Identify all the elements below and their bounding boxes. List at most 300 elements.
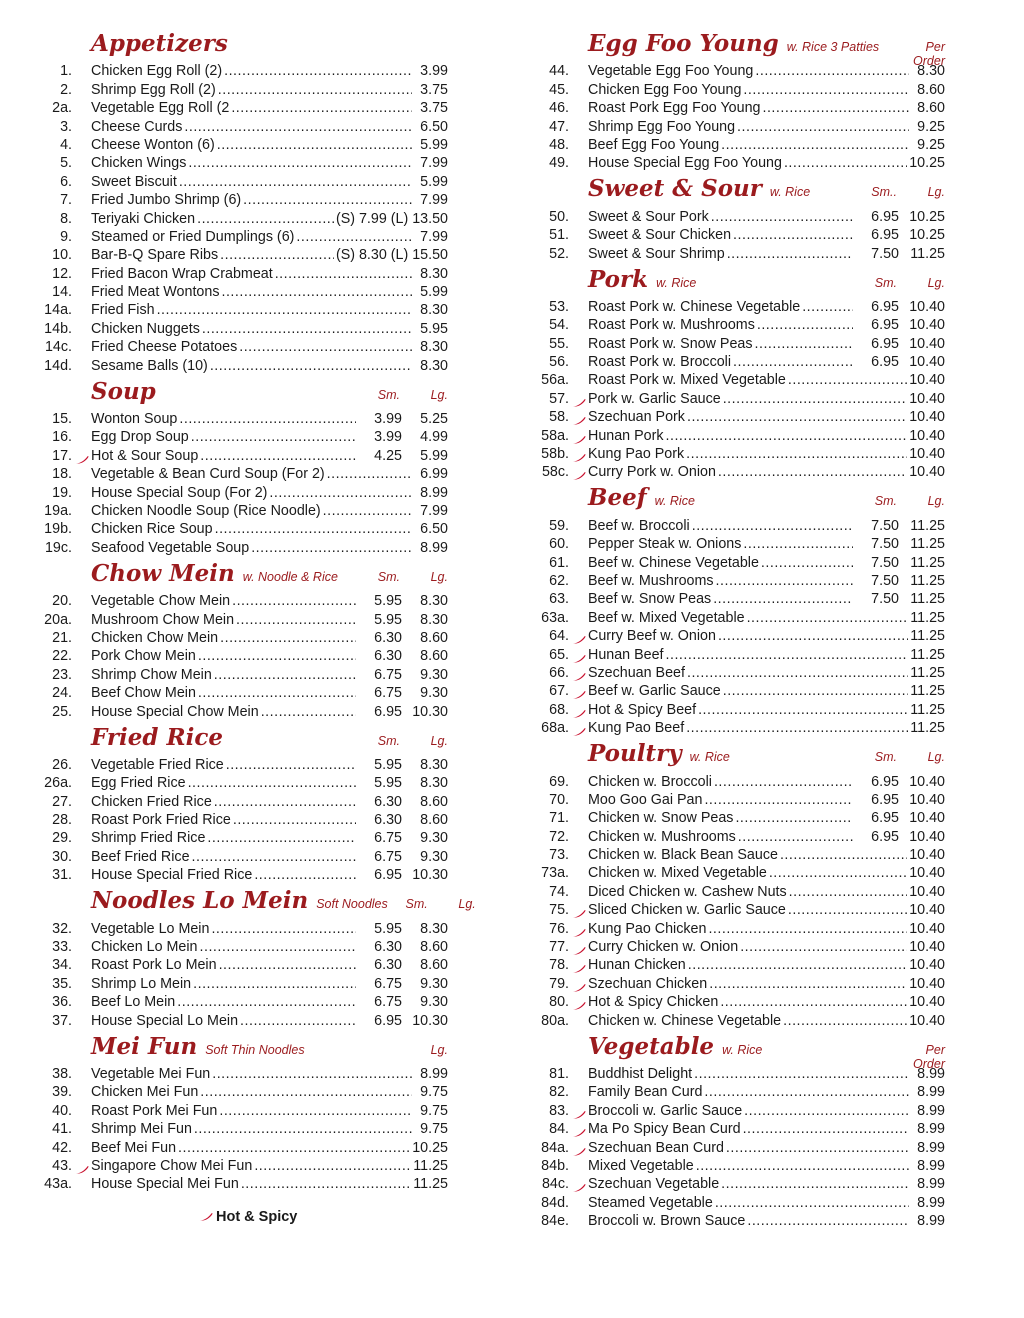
dot-leader	[184, 118, 412, 136]
dot-leader	[688, 956, 907, 974]
menu-item	[40, 829, 448, 847]
item-price: 8.99	[917, 1102, 945, 1119]
dot-leader	[755, 335, 854, 353]
item-name: Fried Jumbo Shrimp (6)	[91, 192, 242, 209]
item-name: Chicken Mei Fun	[91, 1084, 199, 1101]
dot-leader	[275, 265, 412, 283]
item-price-small: 7.50	[871, 245, 899, 262]
item-name: Fried Fish	[91, 302, 155, 319]
item-number: 32.	[52, 920, 72, 937]
item-number: 78.	[549, 957, 569, 974]
item-name: Beef w. Snow Peas	[588, 591, 712, 608]
item-number: 70.	[549, 791, 569, 808]
item-name: Vegetable Fried Rice	[91, 756, 224, 773]
size-column-headers	[360, 734, 448, 748]
menu-item	[537, 136, 945, 154]
item-name: Szechuan Pork	[588, 409, 685, 426]
menu-item	[537, 1212, 945, 1230]
section-title: Noodles Lo Mein	[91, 887, 309, 915]
dot-leader	[726, 1139, 909, 1157]
item-price-small: 6.30	[374, 939, 402, 956]
item-name: Chicken w. Mixed Vegetable	[588, 865, 767, 882]
menu-item	[537, 207, 945, 225]
item-number: 64.	[549, 628, 569, 645]
item-price-small: 6.95	[871, 354, 899, 371]
dot-leader	[296, 228, 412, 246]
dot-leader	[723, 390, 908, 408]
item-price-small: 6.95	[871, 317, 899, 334]
large-size-header: Lg.	[927, 185, 945, 200]
item-number: 77.	[549, 939, 569, 956]
item-price: 8.60	[917, 81, 945, 98]
item-price: 9.75	[420, 1121, 448, 1138]
menu-item	[40, 410, 448, 428]
item-number: 58.	[549, 409, 569, 426]
item-number: 38.	[52, 1065, 72, 1082]
item-name: Chicken Lo Mein	[91, 939, 198, 956]
item-price-small: 6.75	[374, 975, 402, 992]
item-price-small: 6.95	[374, 1012, 402, 1029]
dot-leader	[713, 590, 853, 608]
item-name: Hunan Chicken	[588, 957, 686, 974]
small-size-header: Sm.	[874, 750, 897, 765]
dot-leader	[261, 703, 356, 721]
dot-leader	[220, 629, 356, 647]
menu-item	[537, 590, 945, 608]
large-size-header: Lg.	[430, 1042, 448, 1057]
size-column-headers	[360, 570, 448, 584]
item-price-small: 5.95	[374, 756, 402, 773]
item-number: 25.	[52, 703, 72, 720]
item-price: 5.99	[420, 284, 448, 301]
item-name: Chicken Egg Foo Young	[588, 81, 742, 98]
item-name: Shrimp Lo Mein	[91, 975, 192, 992]
item-number: 26.	[52, 756, 72, 773]
item-price-small: 6.95	[871, 791, 899, 808]
dot-leader	[784, 154, 907, 172]
section-header	[537, 175, 945, 207]
menu-item	[40, 1011, 448, 1029]
item-name: Broccoli w. Brown Sauce	[588, 1213, 746, 1230]
dot-leader	[747, 1212, 909, 1230]
menu-item	[40, 610, 448, 628]
item-name: Chicken w. Broccoli	[588, 773, 712, 790]
menu-item	[40, 956, 448, 974]
menu-item	[537, 1083, 945, 1101]
menu-item	[40, 774, 448, 792]
item-name: Szechuan Beef	[588, 664, 685, 681]
dot-leader	[733, 226, 853, 244]
item-name: Shrimp Fried Rice	[91, 830, 206, 847]
item-name: Szechuan Chicken	[588, 975, 708, 992]
item-name: Chicken Nuggets	[91, 320, 200, 337]
menu-item	[537, 334, 945, 352]
item-price: 10.40	[909, 994, 945, 1011]
item-number: 14c.	[44, 339, 72, 356]
item-price-small: 6.75	[374, 994, 402, 1011]
item-name: Egg Drop Soup	[91, 429, 189, 446]
item-price-large: 10.30	[412, 1012, 448, 1029]
item-number: 42.	[52, 1139, 72, 1156]
menu-item	[537, 371, 945, 389]
chili-pepper-icon	[569, 690, 588, 700]
item-price-small: 7.50	[871, 517, 899, 534]
dot-leader	[194, 1120, 412, 1138]
item-name: House Special Soup (For 2)	[91, 484, 268, 501]
item-name: Hot & Spicy Chicken	[588, 994, 719, 1011]
item-number: 48.	[549, 136, 569, 153]
menu-item	[40, 228, 448, 246]
item-name: Beef Lo Mein	[91, 994, 176, 1011]
item-number: 56.	[549, 354, 569, 371]
chili-pepper-icon	[569, 1183, 588, 1193]
item-price-small: 7.50	[871, 591, 899, 608]
item-name: Chicken Chow Mein	[91, 629, 219, 646]
menu-item	[40, 80, 448, 98]
item-price: 9.75	[420, 1084, 448, 1101]
dot-leader	[214, 666, 356, 684]
dot-leader	[200, 1083, 412, 1101]
item-price-small: 3.99	[374, 411, 402, 428]
item-number: 63.	[549, 591, 569, 608]
item-number: 84.	[549, 1121, 569, 1138]
item-number: 67.	[549, 683, 569, 700]
dot-leader	[714, 773, 853, 791]
menu-item	[40, 264, 448, 282]
item-price: 10.40	[909, 957, 945, 974]
menu-item	[537, 244, 945, 262]
large-size-header: Lg.	[430, 733, 448, 748]
item-name: Chicken Rice Soup	[91, 521, 213, 538]
item-price-large: 9.30	[420, 685, 448, 702]
item-price: 11.25	[910, 683, 945, 700]
dot-leader	[193, 975, 356, 993]
item-price-large: 8.60	[420, 629, 448, 646]
item-number: 66.	[549, 664, 569, 681]
chili-pepper-icon	[569, 435, 588, 445]
dot-leader	[188, 774, 356, 792]
chili-pepper-icon	[569, 964, 588, 974]
dot-leader	[743, 1120, 909, 1138]
item-price: 8.99	[917, 1194, 945, 1211]
item-price: 10.40	[909, 409, 945, 426]
item-price-small: 3.99	[374, 429, 402, 446]
menu-item	[537, 700, 945, 718]
item-price-large: 11.25	[910, 591, 945, 608]
section-note: w. Noodle & Rice	[242, 569, 338, 584]
item-number: 34.	[52, 957, 72, 974]
item-price-large: 8.60	[420, 939, 448, 956]
item-name: Sesame Balls (10)	[91, 357, 208, 374]
menu-item	[40, 209, 448, 227]
chili-pepper-icon	[569, 471, 588, 481]
item-price-large: 10.25	[909, 227, 945, 244]
dot-leader	[788, 901, 907, 919]
item-number: 31.	[52, 867, 72, 884]
size-column-headers	[400, 1043, 448, 1057]
item-price-small: 5.95	[374, 611, 402, 628]
item-price: 11.25	[910, 720, 945, 737]
dot-leader	[783, 1012, 907, 1030]
dot-leader	[240, 1012, 356, 1030]
item-name: House Special Chow Mein	[91, 703, 259, 720]
chili-pepper-icon	[72, 1165, 91, 1175]
chili-pepper-icon	[569, 727, 588, 737]
dot-leader	[188, 154, 412, 172]
menu-item	[537, 553, 945, 571]
menu-item	[40, 428, 448, 446]
menu-column-right	[537, 30, 945, 1233]
section-title: Egg Foo Young	[588, 30, 779, 57]
menu-item	[537, 572, 945, 590]
dot-leader	[254, 866, 356, 884]
item-number: 52.	[549, 245, 569, 262]
menu-item	[537, 956, 945, 974]
menu-item	[40, 1157, 448, 1175]
dot-leader	[200, 447, 356, 465]
item-number: 26a.	[44, 775, 72, 792]
menu-item	[537, 919, 945, 937]
dot-leader	[219, 956, 356, 974]
menu-item	[40, 99, 448, 117]
menu-item	[40, 847, 448, 865]
dot-leader	[718, 463, 907, 481]
item-price: 7.99	[420, 192, 448, 209]
large-size-header: Lg.	[430, 569, 448, 584]
item-number: 74.	[549, 883, 569, 900]
dot-leader	[723, 682, 909, 700]
item-name: House Special Lo Mein	[91, 1012, 239, 1029]
item-number: 19c.	[44, 539, 72, 556]
item-price-large: 10.30	[412, 703, 448, 720]
menu-item	[40, 792, 448, 810]
item-number: 41.	[52, 1121, 72, 1138]
dot-leader	[755, 62, 909, 80]
item-name: Family Bean Curd	[588, 1084, 703, 1101]
item-price: 8.30	[420, 339, 448, 356]
item-name: Sweet & Sour Shrimp	[588, 245, 725, 262]
item-name: Fried Bacon Wrap Crabmeat	[91, 265, 273, 282]
dot-leader	[220, 246, 334, 264]
item-number: 83.	[549, 1102, 569, 1119]
item-price: 8.99	[917, 1065, 945, 1082]
dot-leader	[269, 484, 412, 502]
dot-leader	[708, 920, 907, 938]
dot-leader	[757, 316, 853, 334]
menu-item	[537, 864, 945, 882]
dot-leader	[740, 938, 907, 956]
menu-item	[40, 592, 448, 610]
section-note: w. Rice	[769, 185, 811, 200]
dot-leader	[219, 1102, 412, 1120]
item-price: 8.99	[917, 1176, 945, 1193]
section-note: Soft Thin Noodles	[205, 1042, 305, 1057]
menu-item	[40, 938, 448, 956]
dot-leader	[179, 173, 412, 191]
dot-leader	[686, 445, 907, 463]
item-price-large: 5.25	[420, 411, 448, 428]
chili-pepper-icon	[569, 1128, 588, 1138]
menu-item	[40, 319, 448, 337]
menu-section-egg-foo-young	[537, 30, 945, 172]
item-price: 8.99	[917, 1121, 945, 1138]
item-number: 3.	[60, 118, 72, 135]
item-number: 57.	[549, 390, 569, 407]
section-header	[537, 266, 945, 298]
item-price: 11.25	[910, 664, 945, 681]
item-price-large: 10.30	[412, 867, 448, 884]
item-number: 46.	[549, 100, 569, 117]
menu-section-sweet-and-sour	[537, 175, 945, 262]
item-price-small: 6.95	[871, 298, 899, 315]
item-price: 10.40	[909, 446, 945, 463]
section-note: w. Rice	[689, 750, 730, 765]
menu-item	[537, 463, 945, 481]
item-price-small: 5.95	[374, 920, 402, 937]
chili-pepper-icon	[569, 946, 588, 956]
item-number: 29.	[52, 830, 72, 847]
item-price: 10.40	[909, 390, 945, 407]
menu-item	[537, 791, 945, 809]
menu-item	[40, 520, 448, 538]
item-price: 8.99	[420, 539, 448, 556]
item-price-small: 6.75	[374, 848, 402, 865]
item-name: Beef w. Mixed Vegetable	[588, 609, 745, 626]
item-number: 54.	[549, 317, 569, 334]
menu-item	[537, 1101, 945, 1119]
dot-leader	[711, 208, 853, 226]
item-number: 20a.	[44, 611, 72, 628]
dot-leader	[696, 1157, 909, 1175]
item-price: 6.99	[420, 466, 448, 483]
item-number: 53.	[549, 298, 569, 315]
menu-item	[537, 938, 945, 956]
menu-item	[537, 298, 945, 316]
item-price-small: 7.50	[871, 572, 899, 589]
item-name: Steamed or Fried Dumplings (6)	[91, 228, 295, 245]
section-note: w. Rice	[722, 1042, 763, 1057]
section-note: w. Rice	[656, 275, 697, 290]
item-name: Curry Beef w. Onion	[588, 628, 716, 645]
item-price: 3.99	[420, 63, 448, 80]
chili-pepper-icon	[569, 709, 588, 719]
dot-leader	[191, 428, 356, 446]
item-price: 3.75	[420, 81, 448, 98]
item-number: 68.	[549, 701, 569, 718]
item-price-large: 10.40	[909, 773, 945, 790]
chili-pepper-icon	[569, 909, 588, 919]
dot-leader	[694, 1065, 909, 1083]
item-price: 10.40	[909, 865, 945, 882]
item-number: 36.	[52, 994, 72, 1011]
dot-leader	[233, 811, 356, 829]
item-price-large: 8.60	[420, 957, 448, 974]
item-price: 11.25	[413, 1176, 448, 1193]
menu-item	[40, 702, 448, 720]
dot-leader	[232, 592, 356, 610]
item-number: 5.	[60, 155, 72, 172]
chili-pepper-icon	[72, 455, 91, 465]
section-title: Vegetable	[588, 1032, 715, 1060]
item-price-small: 6.75	[374, 666, 402, 683]
dot-leader	[210, 357, 412, 375]
item-price: 9.25	[917, 118, 945, 135]
item-number: 17.	[52, 447, 72, 464]
item-price-large: 10.40	[909, 317, 945, 334]
chili-pepper-icon	[196, 1212, 216, 1222]
item-price-large: 10.40	[909, 810, 945, 827]
menu-item	[537, 1138, 945, 1156]
item-number: 80a.	[541, 1012, 569, 1029]
dot-leader	[666, 427, 908, 445]
item-number: 19a.	[44, 502, 72, 519]
dot-leader	[178, 1139, 410, 1157]
section-title: Beef	[588, 484, 647, 512]
item-number: 50.	[549, 208, 569, 225]
item-price-large: 8.30	[420, 756, 448, 773]
item-name: Szechuan Vegetable	[588, 1176, 720, 1193]
dot-leader	[743, 81, 909, 99]
item-number: 4.	[60, 136, 72, 153]
item-number: 30.	[52, 848, 72, 865]
menu-item	[537, 1011, 945, 1029]
menu-item	[40, 356, 448, 374]
item-price-large: 9.30	[420, 975, 448, 992]
item-price: 8.60	[917, 100, 945, 117]
dot-leader	[687, 664, 908, 682]
item-price: 11.25	[910, 609, 945, 626]
item-price-large: 8.60	[420, 648, 448, 665]
dot-leader	[704, 1083, 909, 1101]
item-price: 8.99	[917, 1157, 945, 1174]
item-price-small: 6.30	[374, 629, 402, 646]
hot-spicy-legend	[196, 1209, 297, 1225]
item-name: Sweet & Sour Pork	[588, 208, 709, 225]
item-price-small: 6.95	[871, 828, 899, 845]
item-number: 51.	[549, 227, 569, 244]
item-name: Roast Pork Lo Mein	[91, 957, 217, 974]
item-price: (S) 7.99 (L) 13.50	[335, 210, 448, 227]
section-title: Pork	[588, 265, 649, 293]
menu-item	[40, 647, 448, 665]
item-price-small: 6.95	[871, 227, 899, 244]
item-price-large: 8.30	[420, 920, 448, 937]
item-price: 10.40	[909, 902, 945, 919]
menu-item	[40, 446, 448, 464]
dot-leader	[715, 1194, 909, 1212]
item-name: Chicken w. Snow Peas	[588, 810, 734, 827]
menu-item	[537, 1120, 945, 1138]
dot-leader	[762, 99, 909, 117]
small-size-header: Sm.	[874, 275, 897, 290]
item-number: 14b.	[44, 320, 72, 337]
large-size-header: Per Order	[913, 1042, 945, 1071]
menu-item	[40, 665, 448, 683]
menu-item	[537, 645, 945, 663]
section-header	[40, 724, 448, 756]
item-price-large: 9.30	[420, 666, 448, 683]
item-price-large: 8.60	[420, 793, 448, 810]
menu-column-left	[40, 30, 476, 1196]
chili-pepper-icon	[569, 1110, 588, 1120]
item-price-small: 6.30	[374, 812, 402, 829]
item-number: 61.	[549, 554, 569, 571]
menu-item	[537, 80, 945, 98]
item-price: 7.99	[420, 228, 448, 245]
item-price-large: 5.99	[420, 447, 448, 464]
item-price-large: 9.30	[420, 994, 448, 1011]
item-number: 14.	[52, 284, 72, 301]
